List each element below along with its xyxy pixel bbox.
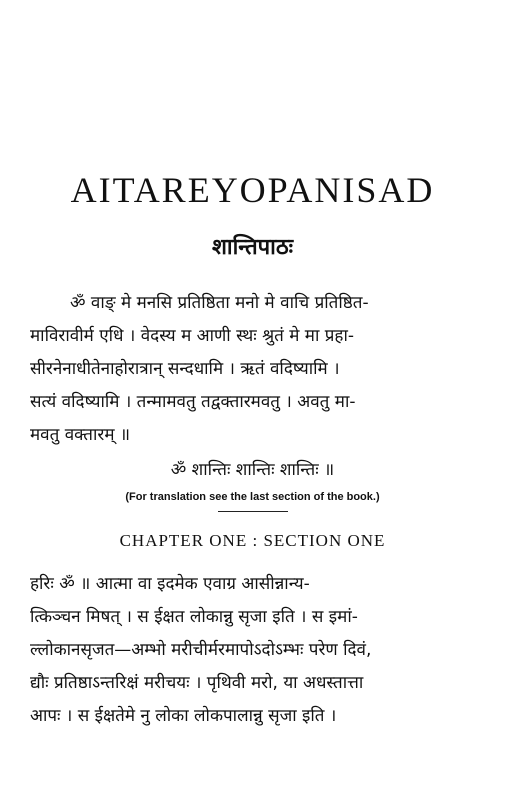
verse-line: माविरावीर्म एधि । वेदस्य म आणी स्थः श्रुतं मे मा प्रहा-	[30, 326, 354, 346]
verse-line: मवतु वक्तारम् ॥	[30, 425, 131, 445]
text-line: त्किञ्चन मिषत् । स ईक्षत लोकान्नु सृजा इति । स इमां-	[30, 607, 358, 627]
text-line: हरिः ॐ ॥ आत्मा वा इदमेक एवाग्र आसीन्नान्य-	[30, 574, 310, 594]
text-line: द्यौः प्रतिष्ठाऽन्तरिक्षं मरीचयः । पृथिवी मरो, या अधस्तात्ता	[30, 673, 364, 693]
peace-invocation: ॐ शान्तिः शान्तिः शान्तिः ॥	[170, 460, 335, 480]
translation-note: (For translation see the last section of the book.)	[125, 491, 380, 503]
verse-line: ॐ वाङ् मे मनसि प्रतिष्ठिता मनो मे वाचि प्रतिष्ठित-	[70, 293, 369, 313]
text-line: आपः । स ईक्षतेमे नु लोका लोकपालान्नु सृजा इति ।	[30, 706, 337, 726]
shanti-path-heading: शान्तिपाठः	[211, 235, 294, 260]
verse-line: सीरनेनाधीतेनाहोरात्रान् सन्दधामि । ऋतं वदिष्यामि ।	[30, 359, 340, 379]
verse-line: सत्यं वदिष्यामि । तन्मामवतु तद्वक्तारमवतु । अवतु मा-	[30, 392, 356, 412]
text-line: ल्लोकानसृजत—अम्भो मरीचीर्मरमापोऽदोऽम्भः परेण दिवं,	[30, 640, 372, 660]
section-divider	[218, 511, 288, 512]
chapter-heading: CHAPTER ONE : SECTION ONE	[119, 531, 386, 550]
page-title: AITAREYOPANISAD	[70, 170, 435, 210]
